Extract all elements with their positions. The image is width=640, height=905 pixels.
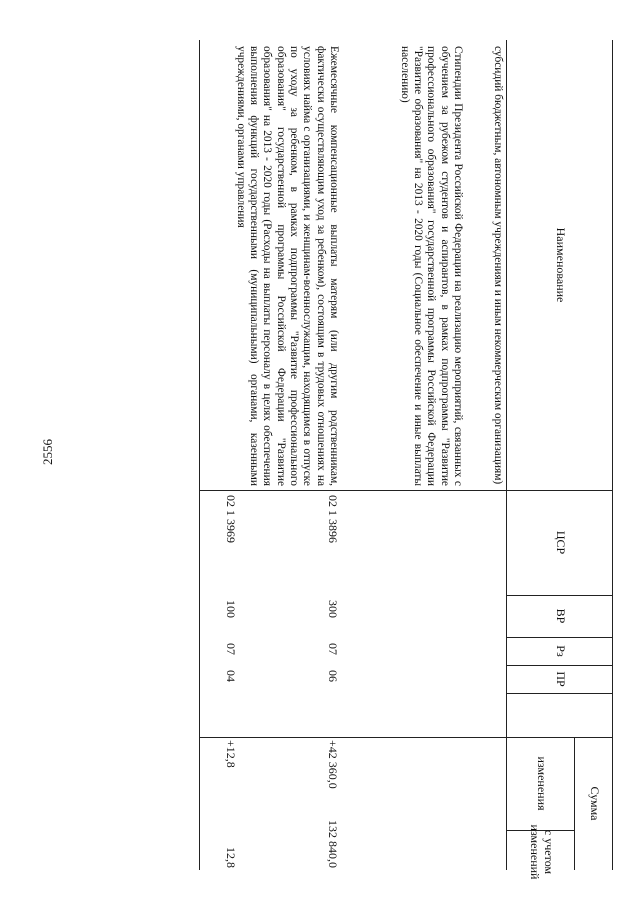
row-1-vr: 300 <box>326 600 340 618</box>
row-2-name: Ежемесячные компенсационные выплаты матерям (или другим родственникам, фактически осуществляющим уход за ребенком), состоящим в трудовых отношениях на условиях найма с организациями, и женщинам-военнослужащим, находящимся в отпуске по уходу за ребенком, в рамках подпрограммы "Развитие профессионального образования" государственной программы Российской Федерации "Развитие образования" на 2013 - 2020 годы (Расходы на выплаты персоналу в целях обеспечения выполнения функций государственными (муниципальными) органами, казенными учреждениями, органами управления <box>234 46 340 486</box>
row-1-csr: 02 1 3896 <box>326 495 340 543</box>
row-2-total: 12,8 <box>224 847 238 868</box>
header-vr: ВР <box>553 608 568 624</box>
header-change: изменения <box>534 756 549 811</box>
header-with-change: с учетом изменений <box>528 824 556 880</box>
row-1-name: Стипендии Президента Российской Федерации на реализацию мероприятий, связанных с обучением за рубежом студентов и аспирантов, в рамках подпрограммы "Развитие профессионального образования" государственной программы Российской Федерации "Развитие образования" на 2013 - 2020 годы (Социальное обеспечение и иные выплаты населению) <box>398 46 464 486</box>
header-csr: ЦСР <box>553 530 568 555</box>
row-2-csr: 02 1 3969 <box>224 495 238 543</box>
row-1-total: 132 840,0 <box>326 820 340 868</box>
col-divider-pr <box>507 693 613 694</box>
header-name: Наименование <box>553 227 568 303</box>
row-1-rz: 07 <box>326 643 340 655</box>
row-1-pr: 06 <box>326 670 340 682</box>
header-pr: ПР <box>553 671 568 687</box>
row-0-name: субсидий бюджетным, автономным учреждениям и иным некоммерческим организациям) <box>492 46 504 485</box>
row-2-pr: 04 <box>224 670 238 682</box>
row-1-change: +42 360,0 <box>326 740 340 789</box>
row-2-rz: 07 <box>224 643 238 655</box>
page-number: 2556 <box>40 439 55 465</box>
row-2-vr: 100 <box>224 600 238 618</box>
table-bottom-border <box>199 40 200 870</box>
header-rz: Рз <box>553 645 568 657</box>
budget-table <box>140 40 640 880</box>
header-sum: Сумма <box>587 786 602 821</box>
row-2-change: +12,8 <box>224 740 238 768</box>
